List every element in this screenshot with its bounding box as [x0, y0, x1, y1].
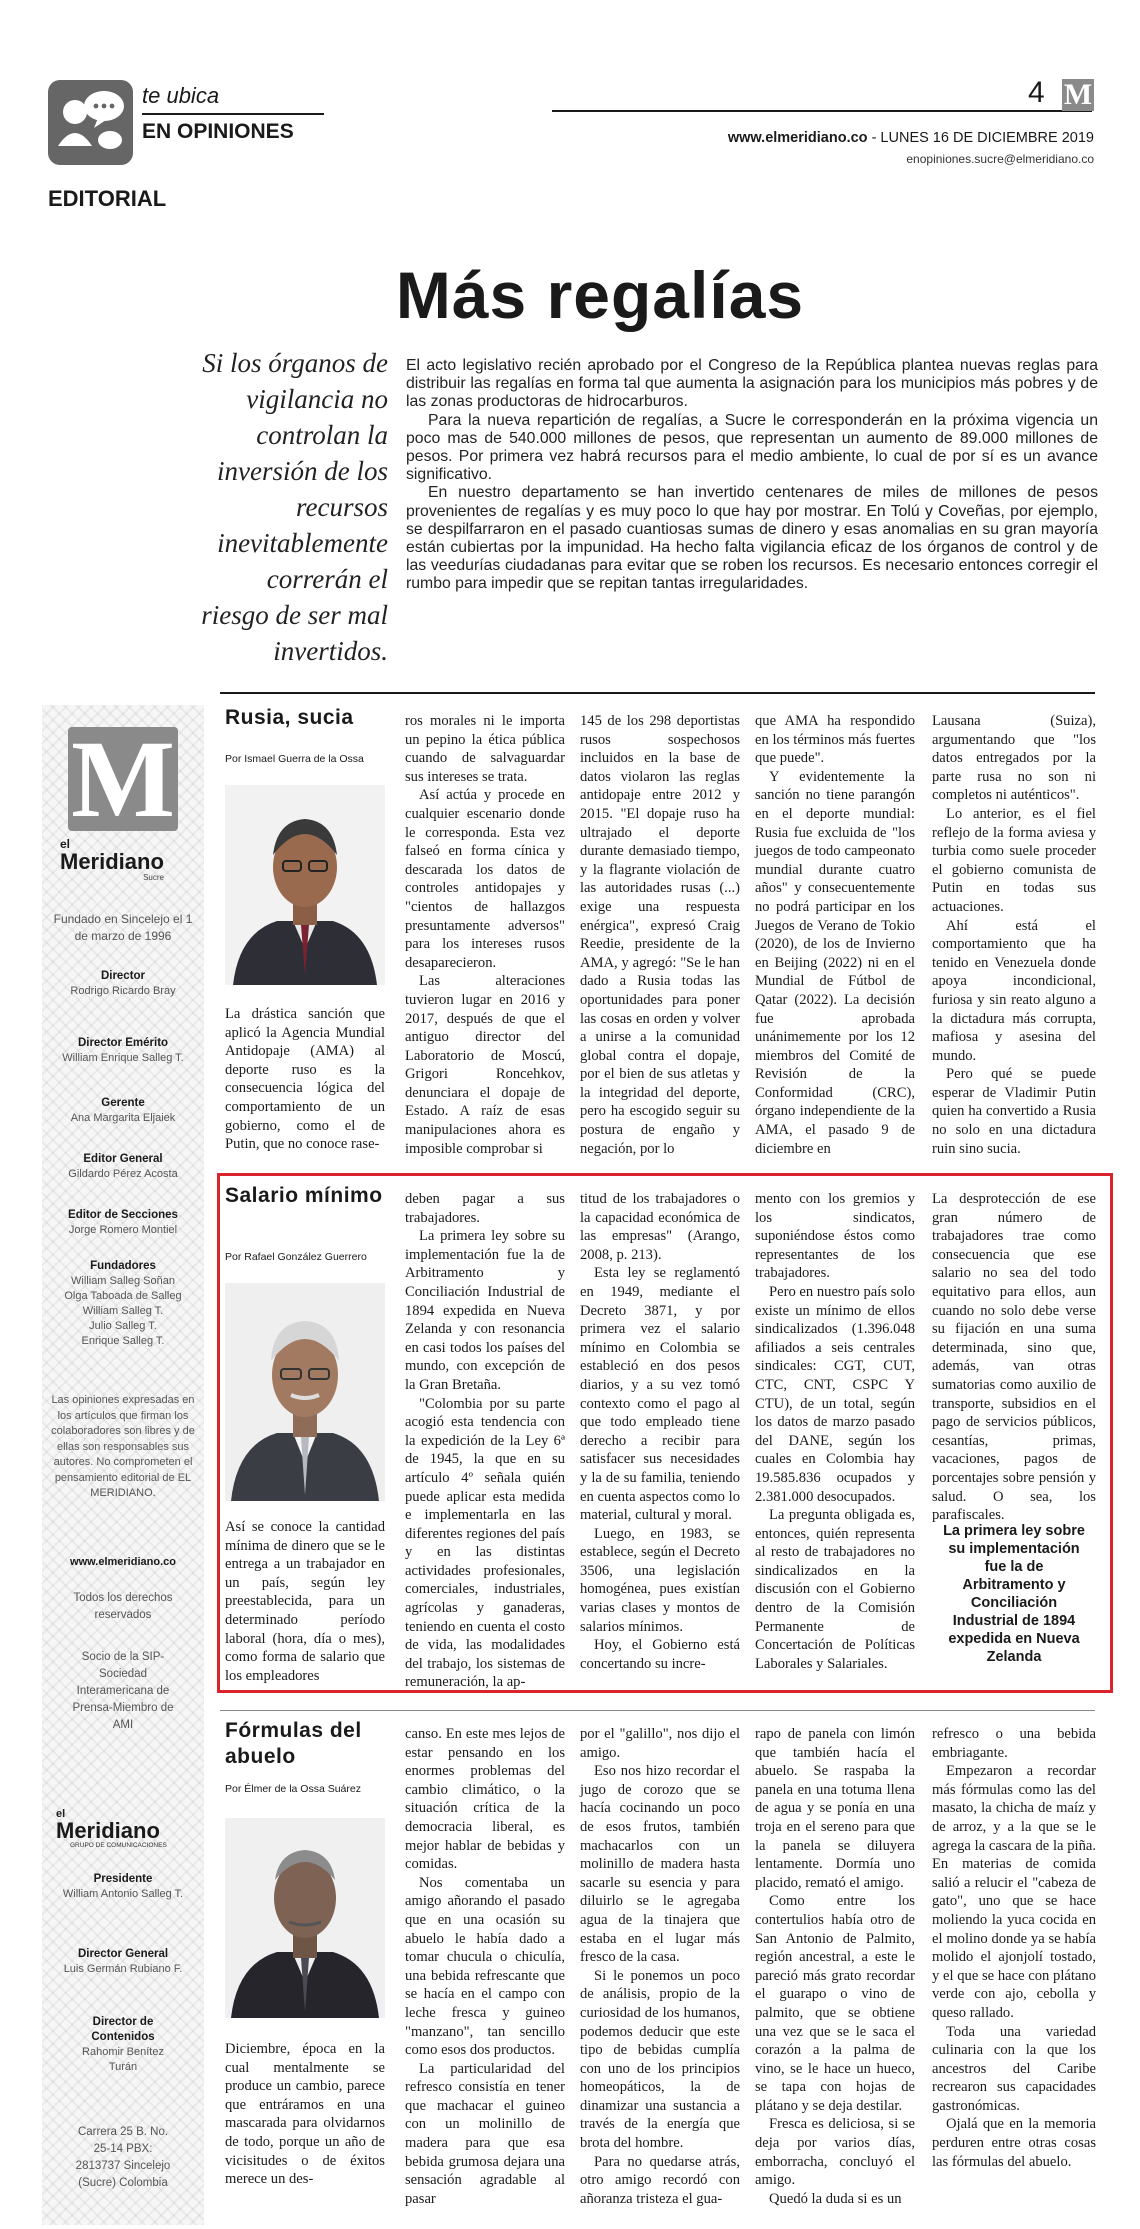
group-staff-content-director	[42, 2015, 204, 2075]
staff-name: Ana Margarita Eljaiek	[70, 1112, 176, 1124]
article-column	[225, 1518, 385, 1685]
group-staff-general-director	[42, 1947, 204, 1977]
article-paragraph: Ojalá que en la memoria perduren entre otras cosas las fórmulas del abuelo.	[932, 2116, 1096, 2170]
staff-name: William Enrique Salleg T.	[62, 1052, 184, 1064]
article-paragraph: refresco o una bebida embriagante.	[932, 1726, 1096, 1761]
author-photo	[225, 1283, 385, 1501]
article-column	[225, 2040, 385, 2189]
group-logo-name: Meridiano	[56, 1818, 160, 1843]
chat-bubbles-icon	[48, 80, 133, 165]
editorial-divider	[220, 692, 1095, 694]
staff-name: Enrique Salleg T.	[81, 1335, 165, 1347]
article-paragraph: Eso nos hizo recordar el jugo de corozo que se hacía cocinando un poco de esos frutos, también machacarlos con un molinillo de madera hasta sacarle su esencia y para diluirlo se le agregaba agua de la tinajera que estaba en el lugar más fresco de la casa.	[580, 1763, 740, 1966]
logo-m-block	[68, 718, 178, 840]
masthead-sidebar	[42, 705, 204, 2225]
staff-name: Jorge Romero Montiel	[68, 1224, 178, 1236]
contact-email[interactable]: enopiniones.sucre@elmeridiano.co	[906, 152, 1094, 166]
tagline-top: te ubica	[142, 83, 220, 108]
editorial-title: Más regalías	[395, 258, 805, 332]
staff-role: Presidente	[93, 1873, 153, 1885]
article-column	[580, 1725, 740, 2208]
staff-name: Rahomir Benítez Turán	[82, 2046, 164, 2073]
founded-note: Fundado en Sincelejo el 1 de marzo de 1996	[53, 912, 193, 943]
article-paragraph: canso. En este mes lejos de estar pensando en los enormes problemas del cambio climático, o la situación crítica de la democracia liberal, es mejor hablar de bebidas y comidas.	[405, 1726, 565, 1873]
editorial-paragraph: Para la nueva repartición de regalías, a Sucre le corresponderán en la próxima vigencia un poco mas de 540.000 millones de pesos, que representan un aumento de 89.000 millones de pesos. Por primera vez habrá recursos para el medio ambiente, lo cual de por sí es un avance significativo.	[406, 411, 1098, 484]
article-paragraph: Quedó la duda si es un	[769, 2190, 902, 2207]
staff-director	[42, 969, 204, 999]
article-paragraph: 145 de los 298 deportistas rusos sospechosos incluidos en la base de datos violaron las reglas antidopaje entre 2012 y 2015. "El dopaje ruso ha ultrajado el deporte durante demasiado tiempo, y la flagrante violación de las autoridades rusas (...) exige una respuesta enérgica", expresó Craig Reedie, presidente de la AMA, y agregó: "Se le han dado a Rusia todas las oportunidades para poner las cosas en orden y volver a unirse a la comunidad global contra el dopaje, por el bien de sus atletas y la integridad del deporte, pero ha escogido seguir su postura de engaño y negación, por lo	[580, 713, 740, 1157]
article-column	[405, 1725, 565, 2208]
header-rule	[552, 110, 1092, 112]
article-divider	[220, 1710, 1095, 1711]
meridiano-logo	[60, 718, 186, 887]
editorial-paragraph: En nuestro departamento se han invertido centenares de miles de millones de pesos provenientes de regalías y es muy poco lo que hay por mostrar. En Tolú y Coveñas, por ejemplo, se despilfarraron en el pasado cuantiosas sumas de dinero y esas anomalias en su gran mayoría están cubiertas por la impunidad. Ha hecho falta vigilancia eficaz de los órganos de control y de las veedurías ciudadanas para evitar que se roben los recursos. Es necesario entonces corregir el rumbo para impedir que se repitan tantas irregularidades.	[406, 484, 1098, 593]
staff-name: Gildardo Pérez Acosta	[68, 1168, 178, 1180]
article-column	[932, 1190, 1096, 1525]
article-paragraph: La pregunta obligada es, entonces, quién representa al resto de trabajadores no sindicalizados en la discusión con el Gobierno dentro de la Comisión Permanente de Concertación de Políticas Laborales y Salariales.	[755, 1507, 915, 1672]
header-dateline	[706, 130, 1094, 146]
group-logo-el: el	[56, 1808, 66, 1820]
article-paragraph: "Colombia por su parte acogió esta tendencia con la expedición de la Ley 6ª de 1945, la que en su artículo 4º señala quién puede aplicar esta medida e implementarla en las diferentes regiones del país y en las distintas actividades profesionales, comerciales, industriales, agrícolas y ganaderas, teniendo en cuenta el costo de vida, las modalidades del trabajo, los sistemas de remuneración, la ap-	[405, 1395, 565, 1691]
sidebar-logo-letter: M	[71, 718, 175, 840]
article-byline: Por Rafael González Guerrero	[225, 1251, 367, 1263]
staff-role: Editor de Secciones	[68, 1209, 178, 1221]
logo-m-icon	[1062, 79, 1094, 111]
staff-manager	[42, 1096, 204, 1126]
group-logo-sub: GRUPO DE COMUNICACIONES	[70, 1842, 167, 1849]
staff-name: Luis Germán Rubiano F.	[63, 1963, 183, 1975]
article-byline: Por Élmer de la Ossa Suárez	[225, 1783, 361, 1795]
rights-note: Todos los derechos reservados	[73, 1592, 173, 1621]
article-paragraph: La particularidad del refresco consistía en tener que machacar el guineo con un molinillo de madera para que esa bebida grumosa dejara una sensación agradable al pasar	[405, 2060, 565, 2207]
staff-role: Gerente	[101, 1097, 145, 1109]
editorial-body	[406, 357, 1098, 594]
article-paragraph: La drástica sanción que aplicó la Agencia Mundial Antidopaje (AMA) al deporte ruso es la consecuencia lógica del comportamiento de un gobierno, como el de Putin, que no conoce rase-	[225, 1006, 385, 1153]
tagline-rule	[142, 113, 324, 115]
staff-role: Director General	[77, 1948, 169, 1960]
article-paragraph: Lo anterior, es el fiel reflejo de la forma aviesa y turbia como suele proceder el gobierno comunista de Putin en todas sus actuaciones.	[932, 805, 1096, 915]
tagline-bottom: EN OPINIONES	[142, 120, 294, 143]
membership-note: Socio de la SIP-Sociedad Interamericana de Prensa-Miembro de AMI	[72, 1651, 174, 1731]
article-column	[755, 1725, 915, 2208]
article-paragraph: titud de los trabajadores o la capacidad económica de las empresas" (Arango, 2008, p. 213).	[580, 1191, 740, 1263]
disclaimer: Las opiniones expresadas en los artículos que firman los colaboradores son libres y de ellas son responsables sus autores. No comprometen el pensamiento editorial de EL MERIDIANO.	[51, 1394, 195, 1499]
editorial-paragraph: El acto legislativo recién aprobado por el Congreso de la República plantea nuevas reglas para distribuir las regalías en forma tal que aumenta la asignación para los municipios más pobres y de las zonas productoras de hidrocarburos.	[406, 357, 1098, 411]
address-note: Carrera 25 B. No. 25-14 PBX: 2813737 Sincelejo (Sucre) Colombia	[75, 2126, 171, 2189]
editorial-lede: Si los órganos de vigilancia no controlan la inversión de los recursos inevitablemente correrán el riesgo de ser mal invertidos.	[201, 348, 388, 666]
article-paragraph: Esta ley se reglamentó en 1949, mediante el Decreto 3871, y por primera vez el salario mínimo en Colombia se estableció en dos pesos diarios, y a su vez tomó contexto como el pago al que todo empleado tiene derecho a recibir para satisfacer sus necesidades y la de su familia, teniendo en cuenta aspectos como lo material, cultural y moral.	[580, 1265, 740, 1524]
staff-founders	[42, 1259, 204, 1349]
article-title: Fórmulas del abuelo	[225, 1719, 362, 1768]
pullquote: La primera ley sobre su implementación fue la de Arbitramento y Conciliación Industrial de 1894 expedida en Nueva Zelanda	[943, 1523, 1085, 1665]
staff-role: Director	[100, 970, 146, 982]
article-paragraph: La primera ley sobre su implementación fue la de Arbitramento y Conciliación Industrial de 1894 expedida en Nueva Zelanda y con resonancia en casi todos los países del mundo, con excepción de la Gran Bretaña.	[405, 1228, 565, 1393]
article-paragraph: Y evidentemente la sanción no tiene parangón en el deporte mundial: Rusia fue excluida de "los juegos de todo campeonato mundial durante cuatro años" y consecuentemente no podrá participar en los Juegos de Verano de Tokio (2020), de los de Invierno en Beijing (2022) ni en el Mundial de Fútbol de Qatar (2022). La decisión fue aprobada unánimemente por los 12 miembros del Comité de Revisión de la Conformidad (CRC), órgano independiente de la AMA, el pasado 9 de diciembre en	[755, 768, 915, 1157]
staff-name: Julio Salleg T.	[89, 1320, 157, 1332]
article-paragraph: La desprotección de ese gran número de trabajadores trae como consecuencia que ese salario no sea del todo equitativo para ellos, aun cuando no solo debe verse su fijación en una suma determinada, sino que, además, van otras sumatorias como auxilio de transporte, subsidios en el pago de servicios públicos, cesantías, primas, vacaciones, pagos de porcentajes sobre pensión y salud. O sea, los parafiscales.	[932, 1191, 1096, 1524]
portrait-icon	[225, 1818, 385, 2018]
article-paragraph: Así actúa y procede en cualquier escenario donde le corresponda. Esta vez falseó en forma cínica y descarada los datos de controles antidopajes y "cientos de hallazgos presuntamente adversos" para los intereses rusos desaparecieron.	[405, 787, 565, 971]
staff-role: Director Emérito	[77, 1037, 169, 1049]
article-paragraph: rapo de panela con limón que también hacía el abuelo. Se raspaba la panela en una totuma llena de agua y se ponía en una troja en el sereno para que la panela se diluyera lentamente. Dormía uno placido, remató el amigo.	[755, 1726, 915, 1891]
header	[0, 0, 1140, 220]
article-paragraph: Empezaron a recordar más fórmulas como las del masato, la chicha de maíz y de arroz, y a la que se le agrega la cascara de la piña. En materias de comida salió a relucir el "cabeza de gato", uno que se hace moliendo la yuca cocida en el molino donde ya se había molido el ajonjolí tostado, y el que se hace con plátano verde con ajo, cebolla y queso rallado.	[932, 1763, 1096, 2021]
portrait-icon	[225, 785, 385, 985]
article-paragraph: Pero qué se puede esperar de Vladimir Putin quien ha convertido a Rusia no solo en una dictadura ruin sino sucia.	[932, 1066, 1096, 1157]
author-photo	[225, 1818, 385, 2018]
staff-section-editor	[42, 1208, 204, 1238]
staff-name: Olga Taboada de Salleg	[64, 1290, 182, 1302]
article-title: Rusia, sucia	[225, 706, 354, 729]
logo-sub: Sucre	[143, 873, 164, 882]
article-column	[405, 1190, 565, 1692]
staff-role: Director de Contenidos	[91, 2016, 155, 2043]
group-staff-president	[42, 1872, 204, 1902]
article-column	[932, 1725, 1096, 2171]
article-column	[405, 712, 565, 1158]
article-paragraph: Fresca es deliciosa, si se deja por varios días, emborracha, concluyó el amigo.	[755, 2116, 915, 2189]
staff-name: William Salleg Soñan	[71, 1275, 175, 1287]
author-photo	[225, 785, 385, 985]
staff-role: Fundadores	[90, 1260, 156, 1272]
article-column	[580, 1190, 740, 1673]
site-url[interactable]: www.elmeridiano.co	[727, 130, 868, 146]
logo-name: Meridiano	[60, 849, 164, 874]
logo-letter: M	[1063, 78, 1093, 111]
article-paragraph: Diciembre, época en la cual mentalmente se produce un cambio, parece que entráramos en una mascarada para olvidarnos de todo, porque un año de vicisitudes o de éxitos merece un des-	[225, 2041, 385, 2188]
article-paragraph: Hoy, el Gobierno está concertando su incre-	[580, 1637, 740, 1672]
portrait-icon	[225, 1283, 385, 1501]
article-column	[225, 1005, 385, 1154]
article-paragraph: Lausana (Suiza), argumentando que "los datos entregados por la parte rusa no son ni completos ni auténticos".	[932, 713, 1096, 804]
logo-el: el	[60, 837, 71, 851]
article-paragraph: Si le ponemos un poco de análisis, propio de la curiosidad de los humanos, podemos deducir que este tipo de bebidas cumplía con uno de los principios homeopáticos, la de dinamizar una sustancia a través de la energía que brota del hombre.	[580, 1967, 740, 2152]
article-title: Salario mínimo	[225, 1184, 383, 1207]
article-column	[755, 1190, 915, 1673]
article-paragraph: Así se conoce la cantidad mínima de dinero que se le entrega a un trabajador en un país, según ley preestablecida, para un determinado período laboral (hora, día o mes), como forma de salario que los empleadores	[225, 1519, 385, 1684]
article-paragraph: Para no quedarse atrás, otro amigo recordó con añoranza tristeza el gua-	[580, 2153, 740, 2207]
staff-name: Rodrigo Ricardo Bray	[70, 985, 176, 997]
staff-director-emeritus	[42, 1036, 204, 1066]
article-paragraph: ros morales ni le importa un pepino la ética pública cuando de salvaguardar sus intereses se trata.	[405, 713, 565, 785]
page-number: 4	[1028, 76, 1045, 109]
article-paragraph: que AMA ha respondido en los términos más fuertes que puede".	[755, 713, 915, 767]
article-paragraph: Como entre los contertulios había otro de San Antonio de Palmito, región ancestral, a este le pareció más grato recordar el guarapo o vino de palmito, que se obtiene una vez que se le saca el corazón a la palma de vino, se le hace un hueco, se tapa con hojas de plátano y se deja destilar.	[755, 1893, 915, 2114]
article-paragraph: Luego, en 1983, se establece, según el Decreto 3506, una legislación homogénea, pues existían varias clases y montos de salarios mínimos.	[580, 1525, 740, 1635]
article-paragraph: Ahí está el comportamiento que ha tenido en Venezuela donde apoya incondicional, furiosa y sin reato alguno a la dictadura más corrupta, mafiosa y asesina del mundo.	[932, 917, 1096, 1064]
issue-date: - LUNES 16 DE DICIEMBRE 2019	[867, 130, 1094, 146]
staff-name: William Salleg T.	[82, 1305, 164, 1317]
article-paragraph: deben pagar a sus trabajadores.	[405, 1191, 565, 1226]
article-byline: Por Ismael Guerra de la Ossa	[225, 753, 364, 765]
sidebar-website[interactable]: www.elmeridiano.co	[70, 1556, 176, 1568]
article-paragraph: mento con los gremios y los sindicatos, suponiéndose éstos como representantes de los trabajadores.	[755, 1191, 915, 1282]
staff-role: Editor General	[83, 1153, 163, 1165]
article-column	[932, 712, 1096, 1158]
article-column	[755, 712, 915, 1158]
staff-name: William Antonio Salleg T.	[62, 1888, 184, 1900]
article-paragraph: por el "galillo", nos dijo el amigo.	[580, 1726, 740, 1761]
article-paragraph: Pero en nuestro país solo existe un mínimo de ellos sindicalizados (1.396.048 afiliados a seis centrales sindicales: CGT, CUT, CTC, CNT, CSPC Y CTU), de un total, según los datos de marzo pasado del DANE, según los cuales en Colombia hay 19.585.836 ocupados y 2.381.000 desocupados.	[755, 1283, 915, 1505]
section-label: EDITORIAL	[48, 186, 167, 211]
staff-general-editor	[42, 1152, 204, 1182]
article-paragraph: Nos comentaba un amigo añorando el pasado que en una ocasión su abuelo le había dado a tomar chucula o chiculía, una bebida refrescante que se hacía en el campo con leche fresca y guineo "manzano", tan sencillo como esos dos productos.	[405, 1874, 565, 2059]
article-paragraph: Toda una variedad culinaria con la que los ancestros del Caribe recrearon sus capacidades gastronómicas.	[932, 2023, 1096, 2114]
article-column	[580, 712, 740, 1158]
article-paragraph: Las alteraciones tuvieron lugar en 2016 y 2017, después de que el antiguo director del Laboratorio de Moscú, Grigori Roncehkov, denunciara el dopaje de Estado. A raíz de esas manipulaciones ahora es imposible comprobar si	[405, 973, 565, 1157]
group-logo	[42, 1808, 204, 1849]
